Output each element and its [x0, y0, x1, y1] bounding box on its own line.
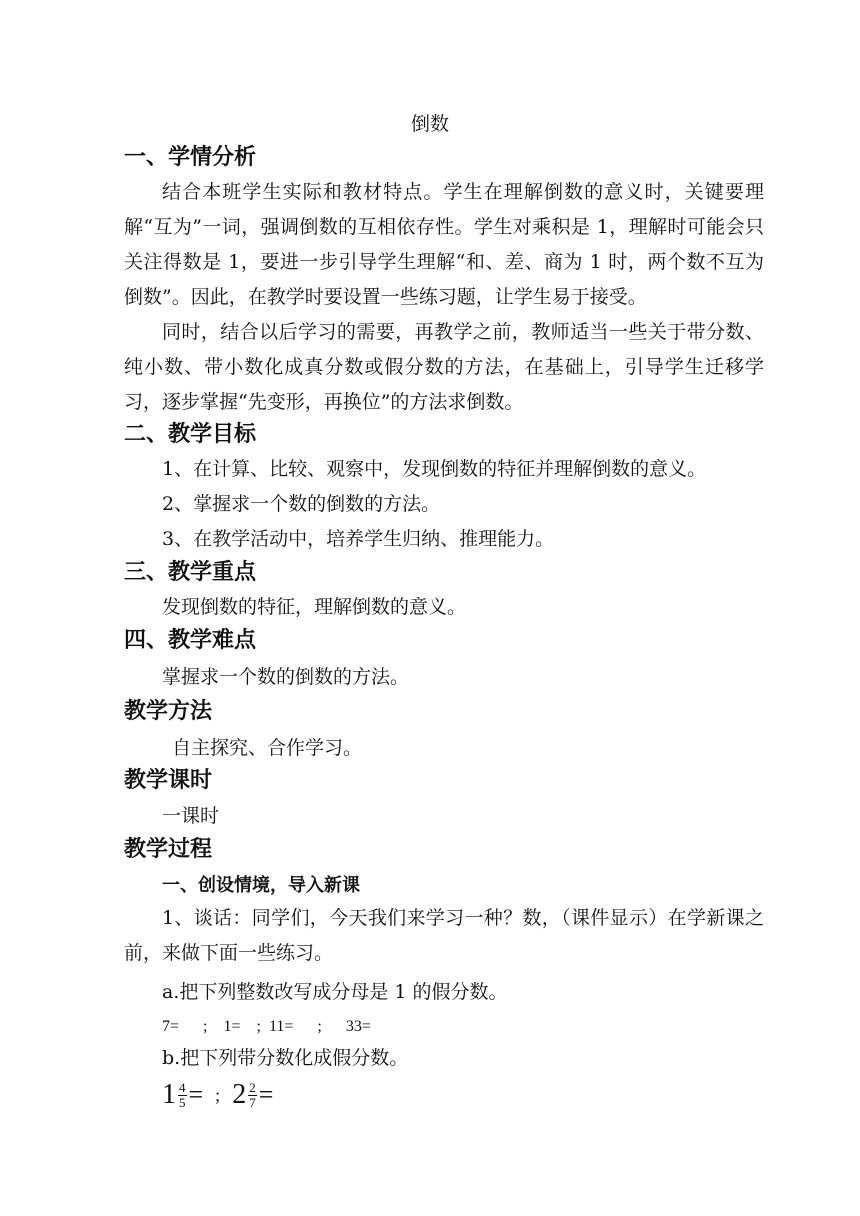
exercise-b-text: b.把下列带分数化成假分数。	[162, 1047, 409, 1069]
fraction-1-numerator: 4	[179, 1079, 186, 1095]
goal-item-2: 2、掌握求一个数的倒数的方法。	[162, 493, 441, 515]
heading-methods: 教学方法	[124, 699, 213, 724]
paragraph-analysis-1: 结合本班学生实际和教材特点。学生在理解倒数的意义时，关键要理解“互为”一词，强调倒数的互相依存性。学生对乘积是 1，理解时可能会只关注得数是 1，要进一步引导学生理解“和、差、商为 1 时，两个数不互为倒数”。因此，在教学时要设置一些练习题，让学生易于接受。	[124, 181, 764, 308]
fraction-2	[248, 1081, 257, 1110]
heading-class-hours: 教学课时	[124, 768, 213, 793]
heading-teaching-goals: 二、教学目标	[124, 422, 257, 447]
mixed-number-2-equals: =	[258, 1080, 274, 1109]
heading-learning-analysis: 一、学情分析	[124, 145, 257, 170]
key-points-text: 发现倒数的特征，理解倒数的意义。	[162, 596, 467, 618]
subheading-create-situation: 一、创设情境，导入新课	[162, 875, 360, 896]
separator-semicolon: ;	[215, 1084, 221, 1105]
mixed-number-1-whole: 1	[162, 1079, 176, 1110]
mixed-number-2-whole: 2	[232, 1079, 247, 1110]
difficulties-text: 掌握求一个数的倒数的方法。	[162, 666, 410, 688]
goal-item-3: 3、在教学活动中，培养学生归纳、推理能力。	[162, 528, 555, 550]
heading-process: 教学过程	[124, 837, 213, 862]
goal-item-1: 1、在计算、比较、观察中，发现倒数的特征并理解倒数的意义。	[162, 458, 707, 480]
fraction-1	[178, 1081, 187, 1110]
mixed-number-1-equals: =	[188, 1080, 204, 1109]
fraction-2-denominator: 7	[249, 1094, 256, 1110]
heading-difficulties: 四、教学难点	[124, 628, 257, 653]
class-hours-text: 一课时	[162, 805, 220, 827]
fraction-2-numerator: 2	[249, 1079, 256, 1095]
paragraph-talk: 1、谈话：同学们，今天我们来学习一种？数，（课件显示）在学新课之前，来做下面一些练习。	[124, 907, 764, 964]
mixed-number-row	[162, 1070, 273, 1120]
heading-key-points: 三、教学重点	[124, 560, 257, 585]
methods-text: 自主探究、合作学习。	[172, 737, 363, 759]
document-title: 倒数	[410, 113, 449, 135]
fraction-1-denominator: 5	[179, 1094, 186, 1110]
paragraph-analysis-2: 同时，结合以后学习的需要，再教学之前，教师适当一些关于带分数、纯小数、带小数化成真分数或假分数的方法，在基础上，引导学生迁移学习，逐步掌握“先变形，再换位”的方法求倒数。	[124, 321, 764, 413]
exercise-a-text: a.把下列整数改写成分母是 1 的假分数。	[162, 981, 508, 1003]
exercise-a-equations: 7= ; 1= ; 11= ; 33=	[162, 1018, 371, 1035]
